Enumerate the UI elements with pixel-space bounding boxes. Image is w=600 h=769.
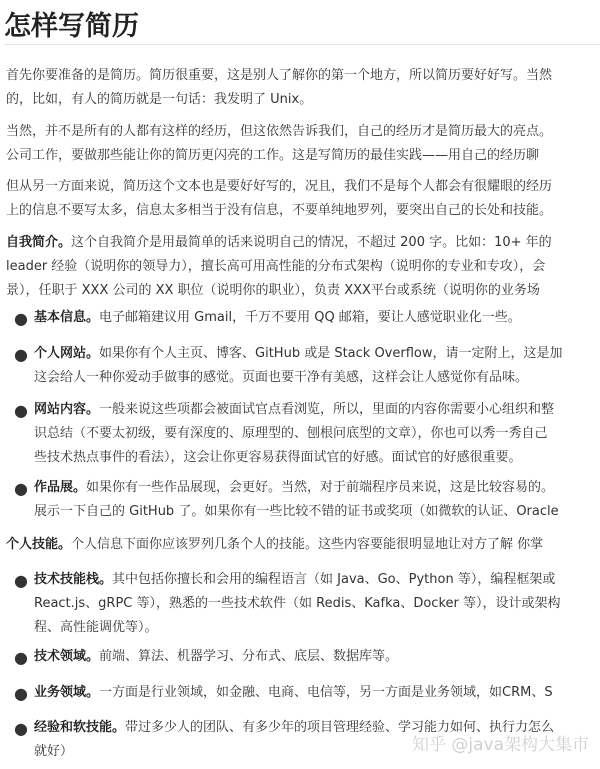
bullet-icon: ●: [14, 684, 28, 703]
bullet-icon: ●: [14, 479, 28, 498]
intro-line: 的，比如，有人的简历就是一句话：我发明了 Unix。: [6, 92, 313, 107]
paragraph-experience: [6, 120, 552, 168]
self-intro-paragraph: [6, 231, 552, 303]
item-text: 前端、算法、机器学习、分布式、底层、数据库等。: [99, 649, 399, 664]
item-label: 个人网站。: [34, 346, 100, 361]
item-text: 展示一下自己的 GitHub 了。如果你有一些比较不错的证书或奖项（如微软的认证、Oracle: [34, 504, 559, 519]
bullet-icon: ●: [14, 345, 28, 364]
self-intro-label: 自我简介。: [6, 235, 72, 250]
list-item-basic: [34, 306, 521, 330]
page-title: 怎样写简历: [4, 11, 139, 42]
title-divider: [4, 44, 600, 45]
item-text: 些技术热点事件的看法），这会让你更容易获得面试官的好感。面试官的好感很重要。: [34, 450, 522, 465]
watermark: 知乎 @java架构大集市: [412, 735, 590, 755]
item-label: 经验和软技能。: [34, 720, 126, 735]
list-item-works: [34, 476, 559, 524]
item-text: 程、高性能调优等）。: [34, 620, 158, 635]
item-text: 如果你有个人主页、博客、GitHub 或是 Stack Overflow，请一定附上，这是加: [99, 346, 563, 361]
skills-text: 个人信息下面你应该罗列几条个人的技能。这些内容要能很明显地让对方了解 你掌: [71, 537, 544, 552]
paragraph-line: 公司工作，要做那些能让你的简历更闪亮的工作。这是写简历的最佳实践——用自己的经历聊: [6, 148, 540, 163]
intro-paragraph: [6, 64, 552, 112]
self-intro-text: 景），任职于 XXX 公司的 XX 职位（说明你的职业），负责 XXX平台或系统（说明你的业务场: [6, 283, 540, 298]
item-text: React.js、gRPC 等），熟悉的一些技术软件（如 Redis、Kafka、Docker 等），设计或架构: [34, 596, 561, 611]
item-label: 网站内容。: [34, 402, 100, 417]
skills-label: 个人技能。: [6, 537, 72, 552]
skills-paragraph: [6, 533, 543, 557]
paragraph-line: 上的信息不要写太多，信息太多相当于没有信息，不要单纯地罗列，要突出自己的长处和技能。: [6, 203, 553, 218]
item-text: 带过多少人的团队、有多少年的项目管理经验、学习能力如何、执行力怎么: [125, 720, 555, 735]
list-item-content: [34, 398, 554, 470]
item-text: 如果你有一些作品展现，会更好。当然，对于前端程序员来说，这是比较容易的。: [86, 480, 555, 495]
list-item-domain: [34, 645, 398, 669]
intro-line: 首先你要准备的是简历。简历很重要，这是别人了解你的第一个地方，所以简历要好好写。当然: [6, 68, 553, 83]
paragraph-line: 当然，并不是所有的人都有这样的经历，但这依然告诉我们，自己的经历才是简历最大的亮点。: [6, 124, 553, 139]
list-item-tech-stack: [34, 568, 560, 640]
item-label: 基本信息。: [34, 310, 100, 325]
item-text: 识总结（不要太初级，要有深度的、原理型的、刨根问底型的文章），你也可以秀一秀自己: [34, 426, 548, 441]
paragraph-line: 但从另一方面来说，简历这个文本也是要好好写的，况且，我们不是每个人都会有很耀眼的经历: [6, 179, 553, 194]
paragraph-writing: [6, 175, 552, 223]
item-label: 技术领域。: [34, 649, 100, 664]
item-text: 其中包括你擅长和会用的编程语言（如 Java、Go、Python 等），编程框架或: [112, 572, 556, 587]
list-item-website: [34, 342, 563, 390]
item-label: 业务领域。: [34, 685, 100, 700]
item-label: 技术技能栈。: [34, 572, 113, 587]
bullet-icon: ●: [14, 401, 28, 420]
item-text: 这会给人一种你爱动手做事的感觉。页面也要干净有美感，这样会让人感觉你有品味。: [34, 370, 529, 385]
item-text: 一般来说这些项都会被面试官点看浏览，所以，里面的内容你需要小心组织和整: [99, 402, 555, 417]
self-intro-text: 这个自我简介是用最简单的话来说明自己的情况，不超过 200 字。比如：10+ 年的: [71, 235, 552, 250]
list-item-business: [34, 681, 553, 705]
bullet-icon: ●: [14, 571, 28, 590]
bullet-icon: ●: [14, 309, 28, 328]
item-text: 就好）: [34, 744, 74, 759]
item-text: 一方面是行业领域，如金融、电商、电信等，另一方面是业务领域，如CRM、S: [99, 685, 553, 700]
bullet-icon: ●: [14, 719, 28, 738]
bullet-icon: ●: [14, 648, 28, 667]
item-text: 电子邮箱建议用 Gmail，千万不要用 QQ 邮箱，要让人感觉职业化一些。: [99, 310, 521, 325]
self-intro-text: leader 经验（说明你的领导力），擅长高可用高性能的分布式架构（说明你的专业和专攻），会: [6, 259, 546, 274]
item-label: 作品展。: [34, 480, 87, 495]
